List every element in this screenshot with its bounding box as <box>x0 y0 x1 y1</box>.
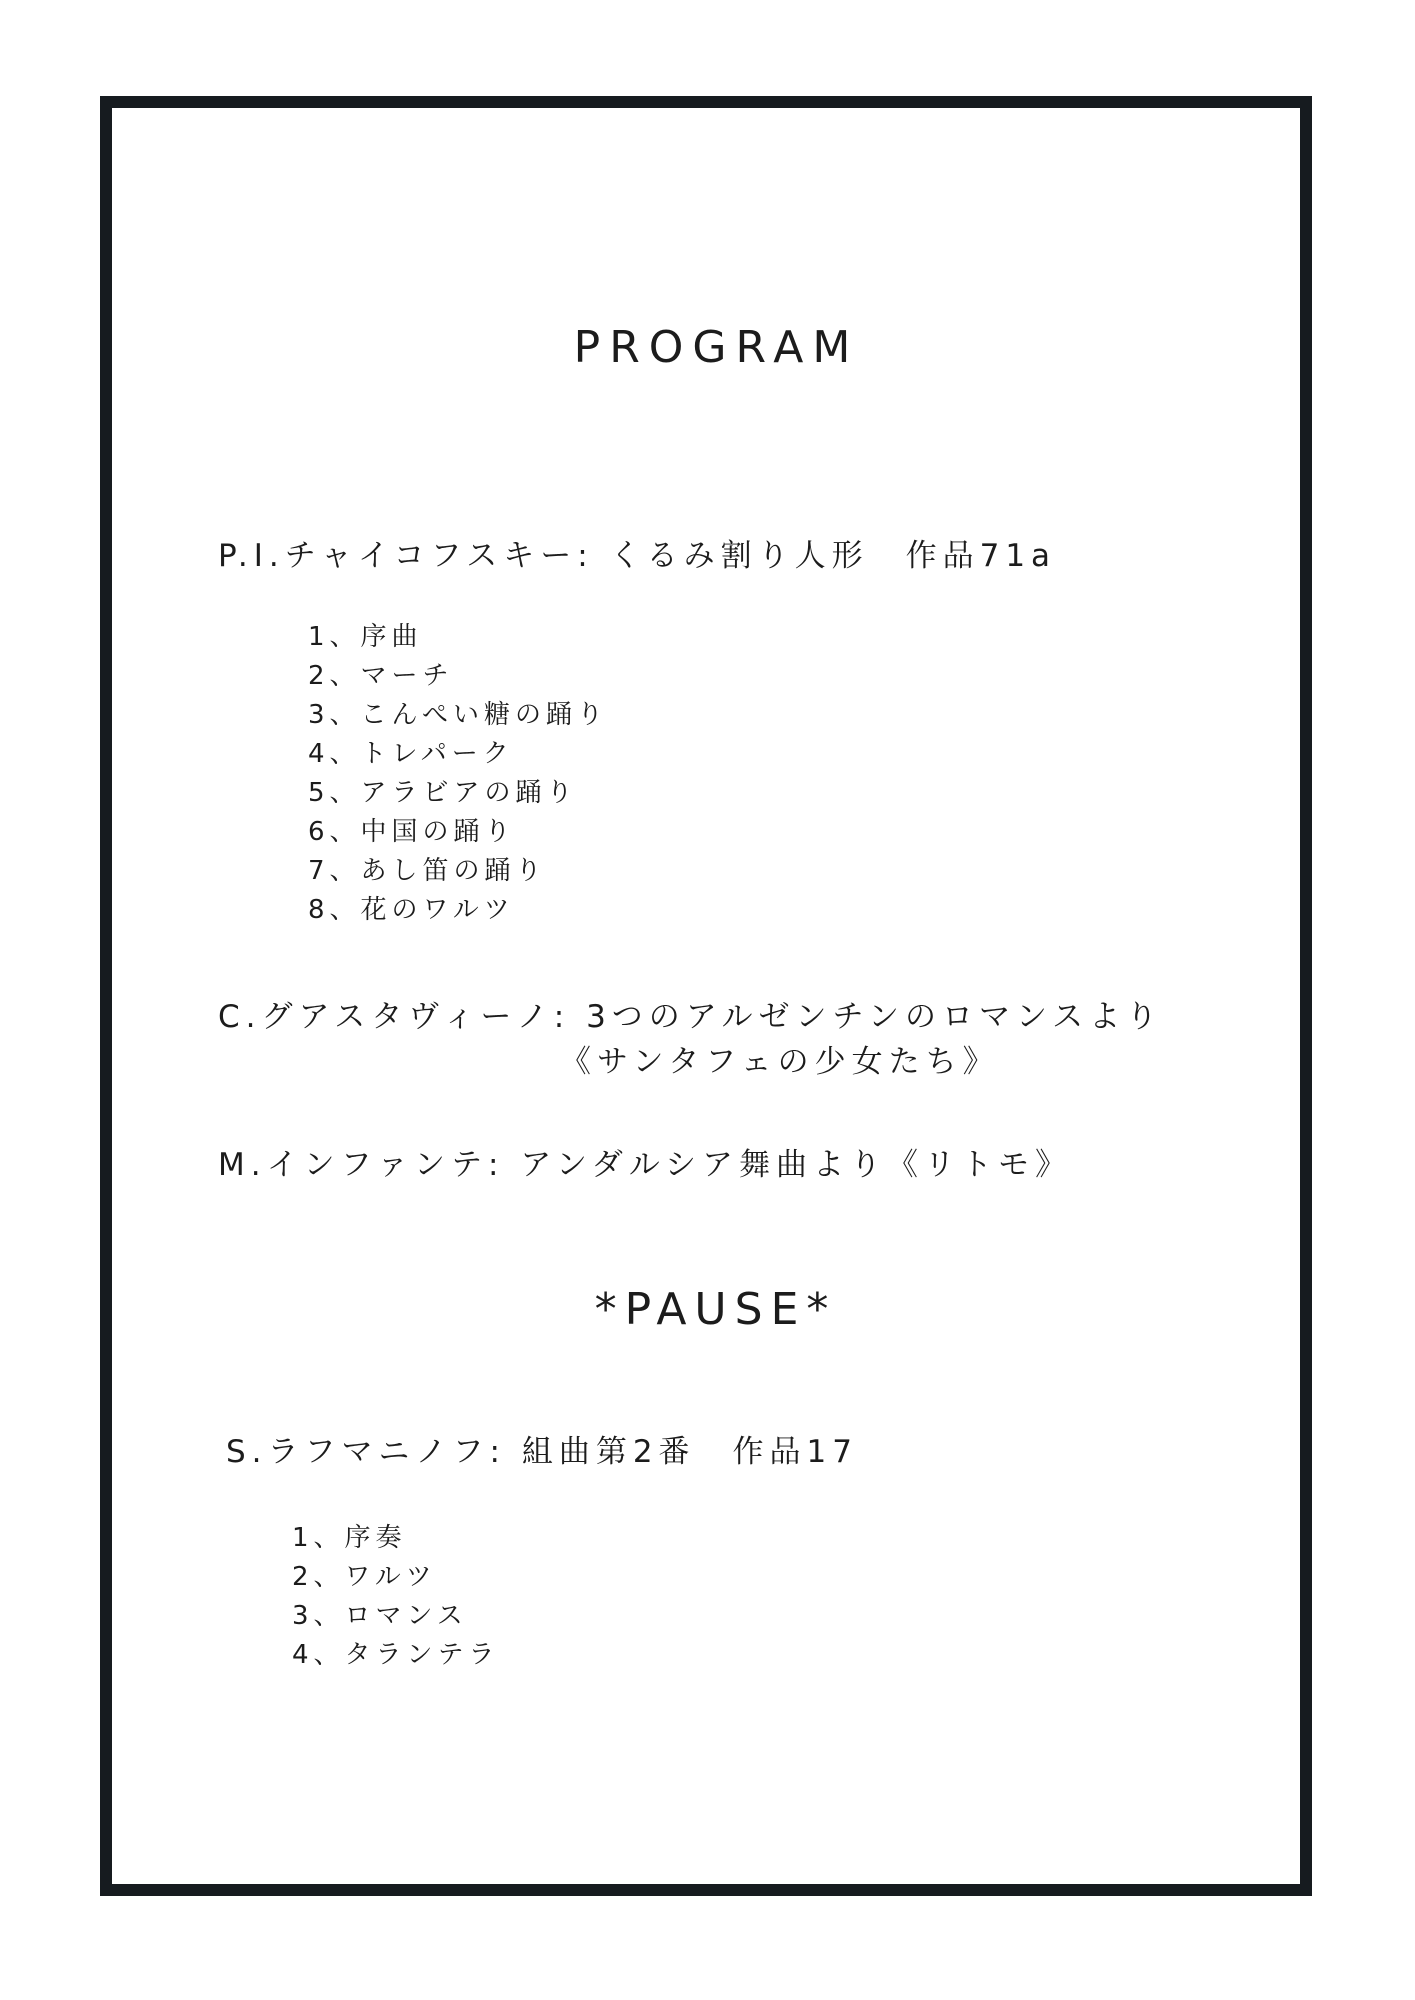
section-heading-tchaikovsky: P.I.チャイコフスキー: くるみ割り人形 作品71a <box>218 538 1057 574</box>
list-item: 1、序曲 <box>308 622 423 652</box>
guastavino-subtitle: 《サンタフェの少女たち》 <box>560 1044 1000 1080</box>
list-item: 4、タランテラ <box>292 1640 500 1670</box>
list-item: 4、トレパーク <box>308 739 514 769</box>
section-heading-guastavino: C.グアスタヴィーノ: 3つのアルゼンチンのロマンスより <box>218 999 1164 1035</box>
pause-label: *PAUSE* <box>594 1284 837 1335</box>
list-item: 8、花のワルツ <box>308 895 515 925</box>
list-item: 7、あし笛の踊り <box>308 856 547 886</box>
program-title: PROGRAM <box>573 322 860 373</box>
list-item: 6、中国の踊り <box>308 817 516 847</box>
list-item: 5、アラビアの踊り <box>308 778 578 808</box>
section-heading-infante: M.インファンテ: アンダルシア舞曲より《リトモ》 <box>218 1147 1073 1183</box>
list-item: 3、ロマンス <box>292 1601 468 1631</box>
rachmaninoff-movement-list <box>292 1519 500 1675</box>
list-item: 2、ワルツ <box>292 1562 437 1592</box>
section-heading-rachmaninoff: S.ラフマニノフ: 組曲第2番 作品17 <box>226 1434 858 1470</box>
list-item: 1、序奏 <box>292 1523 407 1553</box>
tchaikovsky-movement-list <box>308 618 608 930</box>
list-item: 3、こんぺい糖の踊り <box>308 700 609 730</box>
list-item: 2、マーチ <box>308 661 454 691</box>
